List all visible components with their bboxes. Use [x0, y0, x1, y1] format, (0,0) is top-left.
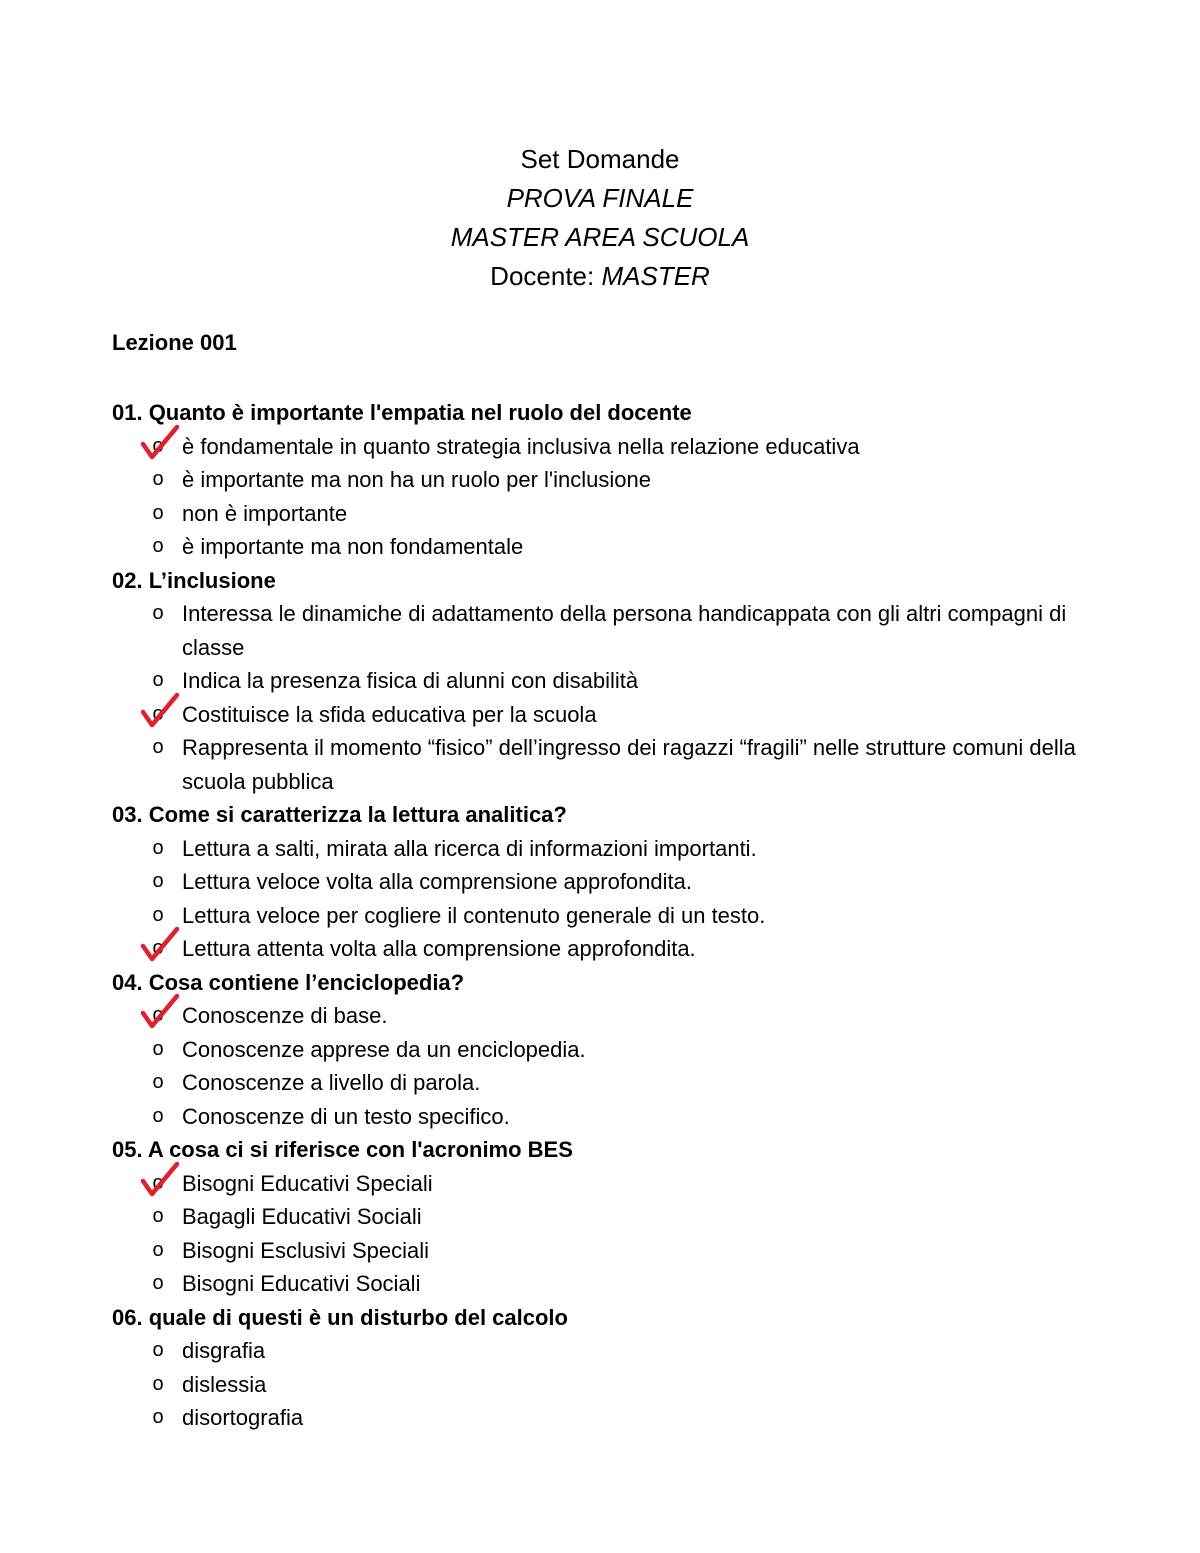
answer-option: [112, 1100, 1112, 1134]
answer-option: [112, 530, 1112, 564]
answer-option: [112, 664, 1112, 698]
answer-options: [112, 597, 1112, 798]
question-block: [112, 1133, 1112, 1301]
option-text: Indica la presenza fisica di alunni con disabilità: [182, 668, 639, 693]
option-bullet: o: [152, 501, 164, 524]
answer-option: [112, 1066, 1112, 1100]
answer-option: [112, 1401, 1112, 1435]
option-bullet: o: [152, 736, 164, 758]
option-text: Rappresenta il momento “fisico” dell’ingresso dei ragazzi “fragili” nelle strutture comuni della scuola pubblica: [182, 735, 1076, 794]
answer-option: [112, 832, 1112, 866]
question-block: [112, 798, 1112, 966]
answer-option: [112, 597, 1112, 664]
checkmark-icon: [140, 926, 180, 964]
option-bullet: o: [152, 836, 164, 859]
question-title: 05. A cosa ci si riferisce con l'acronimo BES: [112, 1137, 573, 1162]
question-list: [112, 396, 1112, 1435]
document-header: [0, 140, 1200, 296]
answer-option: [112, 1234, 1112, 1268]
checkmark-icon: [140, 993, 180, 1031]
answer-options: [112, 430, 1112, 564]
question-block: [112, 564, 1112, 799]
question-block: [112, 1301, 1112, 1435]
answer-options: [112, 1334, 1112, 1435]
question-block: [112, 966, 1112, 1134]
option-bullet: o: [152, 1037, 164, 1060]
option-text: Costituisce la sfida educativa per la scuola: [182, 701, 597, 727]
option-bullet: o: [152, 702, 164, 725]
answer-option: [112, 932, 1112, 966]
option-text: è importante ma non ha un ruolo per l'inclusione: [182, 467, 651, 492]
option-bullet: o: [152, 1339, 164, 1361]
teacher-line: [0, 257, 1200, 296]
exam-subtitle: PROVA FINALE: [506, 183, 694, 213]
option-text: Conoscenze di un testo specifico.: [182, 1103, 510, 1129]
option-bullet: o: [152, 1238, 164, 1261]
option-text: disgrafia: [182, 1338, 266, 1363]
option-text: Bagagli Educativi Sociali: [182, 1204, 422, 1229]
option-text: disortografia: [182, 1405, 304, 1430]
question-title: 04. Cosa contiene l’enciclopedia?: [112, 969, 465, 995]
option-bullet: o: [152, 1171, 164, 1194]
option-bullet: o: [152, 1104, 164, 1127]
answer-option: [112, 865, 1112, 899]
answer-option: [112, 1334, 1112, 1368]
answer-option: [112, 999, 1112, 1033]
option-bullet: o: [152, 870, 164, 892]
option-bullet: o: [152, 1372, 164, 1395]
answer-option: [112, 1033, 1112, 1067]
option-bullet: o: [152, 602, 164, 624]
answer-option: [112, 731, 1112, 798]
answer-option: [112, 1200, 1112, 1234]
option-bullet: o: [152, 1205, 164, 1227]
option-bullet: o: [152, 1272, 164, 1294]
answer-option: [112, 1368, 1112, 1402]
option-text: Lettura a salti, mirata alla ricerca di informazioni importanti.: [182, 835, 757, 861]
answer-options: [112, 999, 1112, 1133]
option-text: dislessia: [182, 1371, 267, 1397]
option-bullet: o: [152, 669, 164, 691]
answer-option: [112, 698, 1112, 732]
checkmark-icon: [140, 692, 180, 730]
answer-option: [112, 463, 1112, 497]
option-bullet: o: [152, 434, 164, 457]
option-text: Lettura attenta volta alla comprensione approfondita.: [182, 936, 696, 961]
option-text: Conoscenze apprese da un enciclopedia.: [182, 1036, 586, 1062]
option-bullet: o: [152, 1071, 164, 1093]
teacher-label: Docente:: [490, 261, 602, 291]
program-subtitle: MASTER AREA SCUOLA: [450, 222, 750, 252]
option-text: Bisogni Educativi Sociali: [182, 1271, 421, 1296]
option-text: Conoscenze di base.: [182, 1003, 388, 1028]
option-text: è importante ma non fondamentale: [182, 534, 524, 559]
question-title: 02. L’inclusione: [112, 567, 276, 593]
option-text: Conoscenze a livello di parola.: [182, 1070, 481, 1095]
lesson-heading: Lezione 001: [112, 330, 237, 355]
checkmark-icon: [140, 1161, 180, 1199]
checkmark-icon: [140, 424, 180, 462]
option-bullet: o: [152, 903, 164, 926]
option-text: Interessa le dinamiche di adattamento della persona handicappata con gli altri compagni di classe: [182, 601, 1067, 660]
answer-option: [112, 1167, 1112, 1201]
option-text: Lettura veloce per cogliere il contenuto generale di un testo.: [182, 902, 766, 928]
option-text: Bisogni Educativi Speciali: [182, 1170, 433, 1196]
question-title: 03. Come si caratterizza la lettura analitica?: [112, 802, 567, 827]
question-title: 01. Quanto è importante l'empatia nel ruolo del docente: [112, 400, 692, 425]
option-bullet: o: [152, 1406, 164, 1428]
question-title: 06. quale di questi è un disturbo del calcolo: [112, 1304, 568, 1330]
option-text: non è importante: [182, 500, 348, 526]
option-text: Lettura veloce volta alla comprensione approfondita.: [182, 869, 692, 894]
question-block: [112, 396, 1112, 564]
answer-option: [112, 497, 1112, 531]
answer-option: [112, 1267, 1112, 1301]
answer-option: [112, 899, 1112, 933]
teacher-name: MASTER: [601, 261, 710, 291]
option-text: è fondamentale in quanto strategia inclusiva nella relazione educativa: [182, 433, 860, 459]
option-text: Bisogni Esclusivi Speciali: [182, 1237, 429, 1263]
answer-options: [112, 1167, 1112, 1301]
answer-options: [112, 832, 1112, 966]
document-title: Set Domande: [520, 144, 680, 174]
answer-option: [112, 430, 1112, 464]
option-bullet: o: [152, 1004, 164, 1026]
option-bullet: o: [152, 535, 164, 557]
option-bullet: o: [152, 937, 164, 959]
option-bullet: o: [152, 468, 164, 490]
